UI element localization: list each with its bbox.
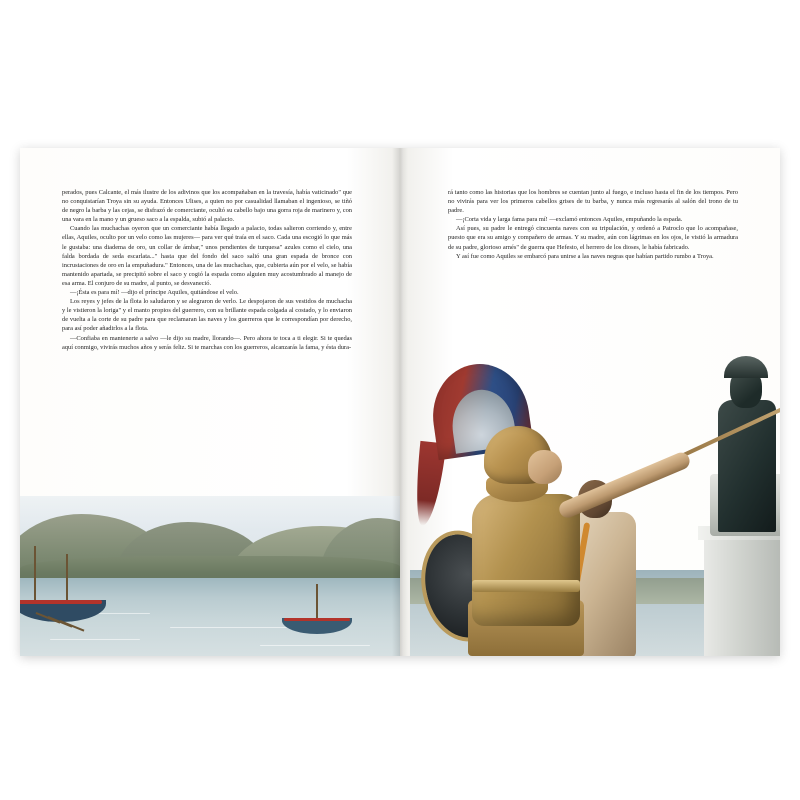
warriors-illustration (410, 354, 780, 656)
statue-helmet (724, 356, 768, 378)
ship-mast (66, 554, 68, 600)
left-page-text (62, 188, 352, 352)
open-book (20, 148, 780, 656)
ship-stripe (20, 600, 102, 604)
ship-mast (316, 584, 318, 618)
paragraph: Cuando las muchachas oyeron que un comerciante había llegado a palacio, todas salieron corriendo y, entre ellas, Aquiles, oculto por un velo como las mujeres— para ver qué traía en el saco. Cada una escogió lo que más le gustaba: una diadema de oro, un collar de ámbar," unos pendientes de turquesa" azules como el cielo, una falda bordada de seda escarlata..." hasta que del fondo del saco salió una gran espada de bronce con incrustaciones de oro en la empuñadura." Entonces, una de las muchachas, que, cubierta aún por el velo, se había mantenido apartada, se precipitó sobre el saco y cogió la espada como alguien muy acostumbrado al manejo de esa arma. El conjuro de su madre, al punto, se desvaneció. (62, 225, 352, 287)
paragraph: perados, pues Calcante, el más ilustre de los adivinos que los acompañaban en la travesía, había vaticinado" que no conquistarían Troya sin su ayuda. Entonces Ulises, a quien no por casualidad llamaban el ingenioso, se tiñó de negro la barba y las cejas, se disfrazó de comerciante, ocultó su cabello bajo una gorra roja de marinero y, con una vara en la mano y un grueso saco a la espalda, subió al palacio. (62, 189, 352, 224)
left-page (20, 148, 400, 656)
wave (50, 639, 140, 641)
paragraph: —Confiaba en mantenerte a salvo —le dijo su madre, llorando—. Pero ahora te toca a ti elegir. Si te quedas aquí conmigo, vivirás muchos años y serás feliz. Si te marchas con los guerreros, alcanzarás la fama, y ésta dura- (62, 334, 352, 351)
outstretched-arm (557, 450, 693, 520)
statue-body (718, 400, 776, 532)
paragraph: Y así fue como Aquiles se embarcó para unirse a las naves negras que habían partido rumbo a Troya. (456, 252, 714, 260)
ship-mast (34, 546, 36, 600)
ship-stripe (284, 618, 350, 621)
bronze-statue-on-plinth (696, 354, 780, 656)
seascape-illustration (20, 496, 400, 656)
warrior-face (528, 450, 562, 484)
paragraph: Los reyes y jefes de la flota lo saludaron y se alegraron de verlo. Le despojaron de sus vestidos de muchacha y le vistieron la loriga" y el manto propios del guerrero, con su brillante espada colgada al costado, y lo enviaron de vuelta a la corte de su padre para que reclamaran las naves y los guerreros que le correspondían por derecho, para así poder añadirlos a la flota. (62, 298, 352, 333)
statue-plinth (704, 536, 780, 656)
armor-belt (472, 580, 580, 592)
paragraph: —¡Corta vida y larga fama para mí! —exclamó entonces Aquiles, empuñando la espada. (456, 216, 683, 224)
paragraph: —¡Ésta es para mí! —dijo el príncipe Aquiles, quitándose el velo. (70, 289, 239, 297)
wave (170, 627, 290, 629)
right-page-text (448, 188, 738, 261)
paragraph: Así pues, su padre le entregó cincuenta naves con su tripulación, y ordenó a Patroclo que lo acompañase, puesto que era su amigo y compañero de armas. Y su madre, aún con lágrimas en los ojos, le vistió la armadura de su padre, glorioso arnés" de guerra que Hefesto, el herrero de los dioses, le había fabricado. (448, 225, 738, 251)
wave (260, 645, 370, 647)
paragraph: rá tanto como las historias que los hombres se cuentan junto al fuego, e incluso hasta el fin de los tiempos. Pero no vivirás para ver los primeros cabellos grises de tu barba, y nunca más regresarás al salón del trono de tu padre. (448, 189, 738, 215)
